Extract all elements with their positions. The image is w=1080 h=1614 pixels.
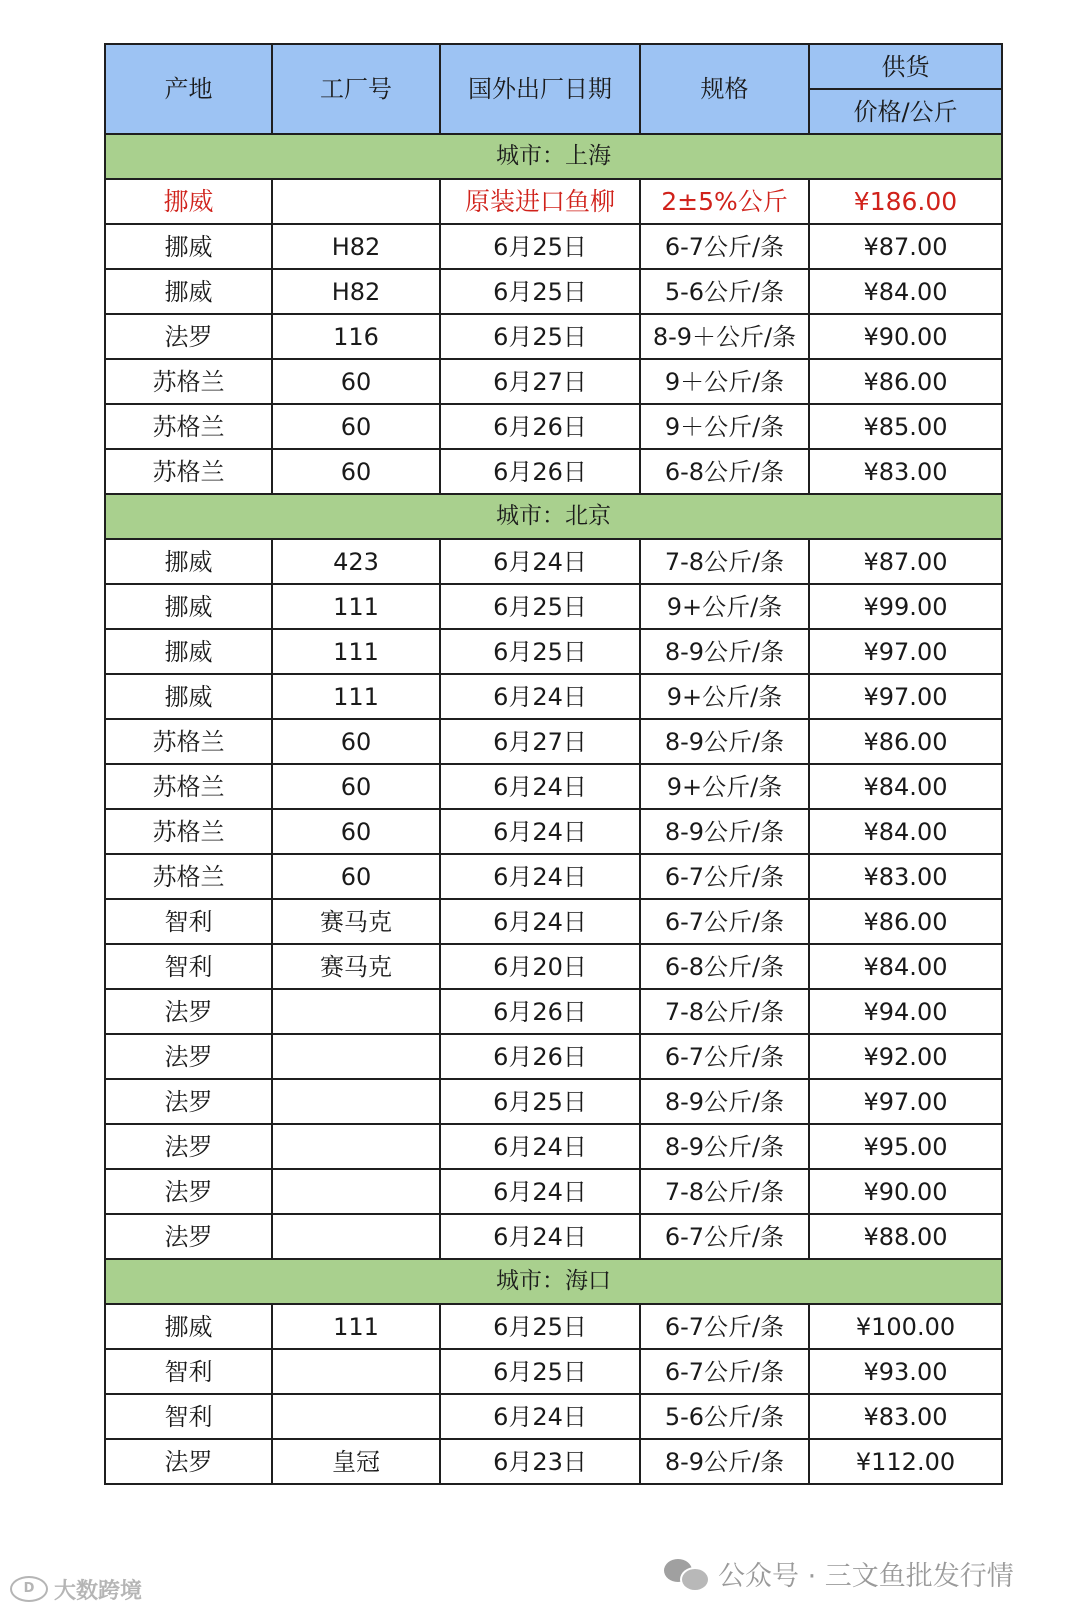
cell-spec: 8-9公斤/条 bbox=[640, 1079, 809, 1124]
table-row bbox=[105, 629, 1002, 674]
cell-spec: 8-9＋公斤/条 bbox=[640, 314, 809, 359]
cell-origin: 苏格兰 bbox=[105, 809, 272, 854]
cell-spec: 6-7公斤/条 bbox=[640, 1349, 809, 1394]
cell-spec: 8-9公斤/条 bbox=[640, 809, 809, 854]
cell-date: 6月25日 bbox=[440, 1079, 640, 1124]
cell-origin: 挪威 bbox=[105, 269, 272, 314]
cell-date: 6月24日 bbox=[440, 764, 640, 809]
cell-date: 6月24日 bbox=[440, 1214, 640, 1259]
cell-price: ¥88.00 bbox=[809, 1214, 1002, 1259]
cell-origin: 法罗 bbox=[105, 1169, 272, 1214]
cell-spec: 7-8公斤/条 bbox=[640, 539, 809, 584]
cell-factory bbox=[272, 179, 440, 224]
cell-date: 6月27日 bbox=[440, 719, 640, 764]
cell-date: 6月25日 bbox=[440, 314, 640, 359]
cell-factory: 111 bbox=[272, 674, 440, 719]
cell-price: ¥112.00 bbox=[809, 1439, 1002, 1484]
cell-spec: 9＋公斤/条 bbox=[640, 359, 809, 404]
site-logo-watermark bbox=[10, 1572, 142, 1606]
cell-factory: 60 bbox=[272, 809, 440, 854]
cell-factory: 111 bbox=[272, 629, 440, 674]
cell-spec: 6-7公斤/条 bbox=[640, 854, 809, 899]
table-row bbox=[105, 314, 1002, 359]
cell-spec: 8-9公斤/条 bbox=[640, 629, 809, 674]
cell-factory bbox=[272, 1169, 440, 1214]
cell-spec: 2±5%公斤 bbox=[640, 179, 809, 224]
cell-origin: 挪威 bbox=[105, 224, 272, 269]
cell-origin: 苏格兰 bbox=[105, 404, 272, 449]
cell-date: 6月24日 bbox=[440, 1169, 640, 1214]
table-row bbox=[105, 764, 1002, 809]
wechat-icon bbox=[664, 1555, 708, 1591]
cell-price: ¥90.00 bbox=[809, 1169, 1002, 1214]
cell-origin: 苏格兰 bbox=[105, 359, 272, 404]
cell-spec: 8-9公斤/条 bbox=[640, 1439, 809, 1484]
table-row bbox=[105, 1439, 1002, 1484]
cell-date: 6月26日 bbox=[440, 1034, 640, 1079]
table-row bbox=[105, 674, 1002, 719]
cell-spec: 5-6公斤/条 bbox=[640, 269, 809, 314]
cell-origin: 挪威 bbox=[105, 674, 272, 719]
cell-spec: 8-9公斤/条 bbox=[640, 1124, 809, 1169]
cell-price: ¥84.00 bbox=[809, 269, 1002, 314]
header-date: 国外出厂日期 bbox=[440, 44, 640, 134]
cell-origin: 法罗 bbox=[105, 1439, 272, 1484]
cell-origin: 法罗 bbox=[105, 1079, 272, 1124]
header-spec: 规格 bbox=[640, 44, 809, 134]
table-row bbox=[105, 1214, 1002, 1259]
table-row bbox=[105, 1349, 1002, 1394]
cell-price: ¥83.00 bbox=[809, 1394, 1002, 1439]
logo-mark-icon: D bbox=[10, 1576, 48, 1602]
cell-spec: 6-7公斤/条 bbox=[640, 1214, 809, 1259]
city-label: 城市：海口 bbox=[105, 1259, 1002, 1304]
cell-spec: 9+公斤/条 bbox=[640, 674, 809, 719]
cell-origin: 挪威 bbox=[105, 1304, 272, 1349]
cell-factory bbox=[272, 1349, 440, 1394]
cell-factory: 赛马克 bbox=[272, 944, 440, 989]
cell-factory bbox=[272, 1214, 440, 1259]
cell-price: ¥95.00 bbox=[809, 1124, 1002, 1169]
table-row bbox=[105, 1394, 1002, 1439]
cell-date: 原装进口鱼柳 bbox=[440, 179, 640, 224]
cell-date: 6月24日 bbox=[440, 539, 640, 584]
cell-date: 6月25日 bbox=[440, 584, 640, 629]
cell-origin: 苏格兰 bbox=[105, 854, 272, 899]
cell-factory: 423 bbox=[272, 539, 440, 584]
cell-factory bbox=[272, 1079, 440, 1124]
table-row bbox=[105, 719, 1002, 764]
cell-origin: 挪威 bbox=[105, 179, 272, 224]
cell-spec: 7-8公斤/条 bbox=[640, 1169, 809, 1214]
cell-factory: 皇冠 bbox=[272, 1439, 440, 1484]
cell-date: 6月24日 bbox=[440, 809, 640, 854]
cell-origin: 挪威 bbox=[105, 539, 272, 584]
cell-price: ¥84.00 bbox=[809, 809, 1002, 854]
cell-date: 6月24日 bbox=[440, 674, 640, 719]
cell-price: ¥186.00 bbox=[809, 179, 1002, 224]
cell-date: 6月24日 bbox=[440, 899, 640, 944]
cell-spec: 5-6公斤/条 bbox=[640, 1394, 809, 1439]
header-factory: 工厂号 bbox=[272, 44, 440, 134]
cell-date: 6月26日 bbox=[440, 404, 640, 449]
cell-origin: 苏格兰 bbox=[105, 719, 272, 764]
cell-date: 6月26日 bbox=[440, 989, 640, 1034]
cell-factory: 60 bbox=[272, 359, 440, 404]
table-row bbox=[105, 854, 1002, 899]
cell-spec: 6-7公斤/条 bbox=[640, 899, 809, 944]
cell-spec: 9+公斤/条 bbox=[640, 584, 809, 629]
cell-price: ¥92.00 bbox=[809, 1034, 1002, 1079]
cell-price: ¥86.00 bbox=[809, 719, 1002, 764]
cell-origin: 法罗 bbox=[105, 314, 272, 359]
cell-spec: 9＋公斤/条 bbox=[640, 404, 809, 449]
city-section-row bbox=[105, 134, 1002, 179]
cell-spec: 6-8公斤/条 bbox=[640, 449, 809, 494]
salmon-price-table bbox=[104, 43, 1003, 1485]
cell-origin: 法罗 bbox=[105, 1034, 272, 1079]
cell-factory bbox=[272, 1124, 440, 1169]
cell-origin: 苏格兰 bbox=[105, 764, 272, 809]
header-supply: 供货 bbox=[809, 44, 1002, 89]
cell-factory: 60 bbox=[272, 404, 440, 449]
header-price-unit: 价格/公斤 bbox=[809, 89, 1002, 134]
city-label: 城市：上海 bbox=[105, 134, 1002, 179]
cell-factory: H82 bbox=[272, 269, 440, 314]
cell-factory: 60 bbox=[272, 854, 440, 899]
table-row bbox=[105, 269, 1002, 314]
table-row bbox=[105, 539, 1002, 584]
cell-origin: 苏格兰 bbox=[105, 449, 272, 494]
cell-factory: H82 bbox=[272, 224, 440, 269]
cell-factory bbox=[272, 1394, 440, 1439]
cell-date: 6月25日 bbox=[440, 269, 640, 314]
table-row bbox=[105, 449, 1002, 494]
cell-spec: 6-7公斤/条 bbox=[640, 1034, 809, 1079]
cell-date: 6月25日 bbox=[440, 1349, 640, 1394]
cell-origin: 智利 bbox=[105, 1349, 272, 1394]
cell-price: ¥83.00 bbox=[809, 854, 1002, 899]
cell-spec: 7-8公斤/条 bbox=[640, 989, 809, 1034]
cell-origin: 挪威 bbox=[105, 584, 272, 629]
cell-origin: 法罗 bbox=[105, 1214, 272, 1259]
cell-origin: 智利 bbox=[105, 1394, 272, 1439]
cell-origin: 法罗 bbox=[105, 989, 272, 1034]
cell-price: ¥97.00 bbox=[809, 1079, 1002, 1124]
cell-price: ¥84.00 bbox=[809, 944, 1002, 989]
cell-date: 6月25日 bbox=[440, 1304, 640, 1349]
cell-date: 6月27日 bbox=[440, 359, 640, 404]
cell-price: ¥85.00 bbox=[809, 404, 1002, 449]
cell-spec: 6-7公斤/条 bbox=[640, 224, 809, 269]
cell-factory bbox=[272, 1034, 440, 1079]
cell-price: ¥100.00 bbox=[809, 1304, 1002, 1349]
header-origin: 产地 bbox=[105, 44, 272, 134]
cell-date: 6月23日 bbox=[440, 1439, 640, 1484]
table-row bbox=[105, 224, 1002, 269]
cell-price: ¥93.00 bbox=[809, 1349, 1002, 1394]
table-row bbox=[105, 944, 1002, 989]
cell-spec: 6-7公斤/条 bbox=[640, 1304, 809, 1349]
city-label: 城市：北京 bbox=[105, 494, 1002, 539]
cell-price: ¥97.00 bbox=[809, 674, 1002, 719]
account-watermark-text: 公众号 · 三文鱼批发行情 bbox=[718, 1560, 1014, 1592]
cell-factory: 60 bbox=[272, 449, 440, 494]
cell-date: 6月25日 bbox=[440, 224, 640, 269]
cell-origin: 智利 bbox=[105, 944, 272, 989]
cell-factory: 60 bbox=[272, 719, 440, 764]
cell-price: ¥87.00 bbox=[809, 224, 1002, 269]
cell-price: ¥87.00 bbox=[809, 539, 1002, 584]
cell-spec: 6-8公斤/条 bbox=[640, 944, 809, 989]
table-row bbox=[105, 1304, 1002, 1349]
table-row bbox=[105, 899, 1002, 944]
cell-factory: 111 bbox=[272, 1304, 440, 1349]
cell-date: 6月24日 bbox=[440, 1394, 640, 1439]
cell-price: ¥97.00 bbox=[809, 629, 1002, 674]
cell-origin: 法罗 bbox=[105, 1124, 272, 1169]
table-row bbox=[105, 809, 1002, 854]
table-row bbox=[105, 989, 1002, 1034]
logo-text: 大数跨境 bbox=[54, 1578, 143, 1604]
city-section-row bbox=[105, 494, 1002, 539]
cell-date: 6月24日 bbox=[440, 1124, 640, 1169]
cell-date: 6月26日 bbox=[440, 449, 640, 494]
cell-spec: 9+公斤/条 bbox=[640, 764, 809, 809]
table-row bbox=[105, 1169, 1002, 1214]
cell-price: ¥83.00 bbox=[809, 449, 1002, 494]
cell-price: ¥90.00 bbox=[809, 314, 1002, 359]
account-watermark bbox=[664, 1553, 1054, 1593]
cell-price: ¥94.00 bbox=[809, 989, 1002, 1034]
cell-factory: 赛马克 bbox=[272, 899, 440, 944]
cell-date: 6月25日 bbox=[440, 629, 640, 674]
table-row bbox=[105, 404, 1002, 449]
cell-price: ¥99.00 bbox=[809, 584, 1002, 629]
table-row bbox=[105, 1124, 1002, 1169]
table-row bbox=[105, 584, 1002, 629]
cell-price: ¥84.00 bbox=[809, 764, 1002, 809]
table-row bbox=[105, 1079, 1002, 1124]
cell-origin: 挪威 bbox=[105, 629, 272, 674]
cell-factory: 111 bbox=[272, 584, 440, 629]
cell-date: 6月24日 bbox=[440, 854, 640, 899]
cell-price: ¥86.00 bbox=[809, 359, 1002, 404]
cell-origin: 智利 bbox=[105, 899, 272, 944]
table-row bbox=[105, 1034, 1002, 1079]
city-section-row bbox=[105, 1259, 1002, 1304]
cell-price: ¥86.00 bbox=[809, 899, 1002, 944]
cell-spec: 8-9公斤/条 bbox=[640, 719, 809, 764]
table-row bbox=[105, 359, 1002, 404]
cell-factory bbox=[272, 989, 440, 1034]
cell-date: 6月20日 bbox=[440, 944, 640, 989]
cell-factory: 116 bbox=[272, 314, 440, 359]
table-row bbox=[105, 179, 1002, 224]
header-row bbox=[105, 44, 1002, 89]
cell-factory: 60 bbox=[272, 764, 440, 809]
